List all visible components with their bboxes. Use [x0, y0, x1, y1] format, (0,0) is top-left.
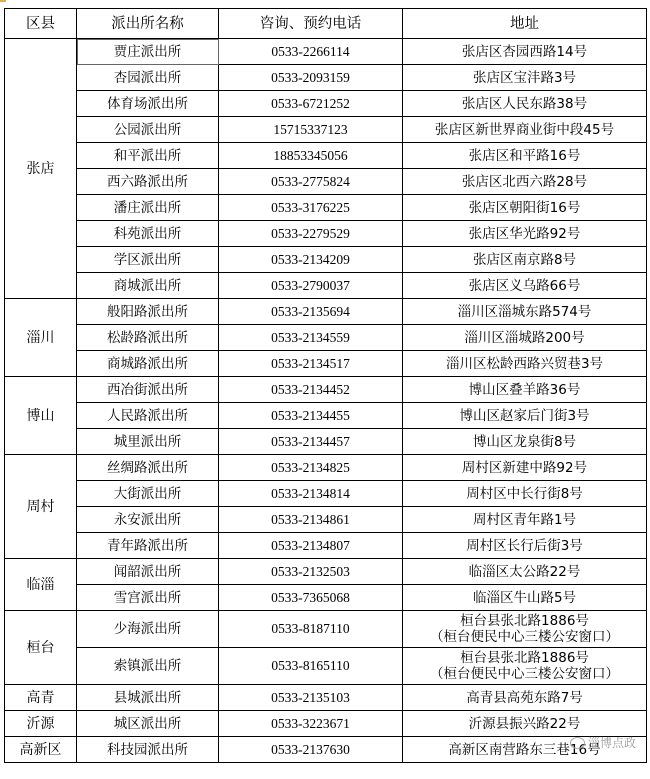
table-row [5, 403, 647, 429]
station-name-cell: 西六路派出所 [77, 169, 219, 195]
wechat-icon [570, 737, 585, 749]
table-row [5, 429, 647, 455]
phone-cell: 0533-2134861 [219, 507, 403, 533]
station-name-cell: 大街派出所 [77, 481, 219, 507]
address-cell [403, 325, 647, 351]
address-cell [403, 169, 647, 195]
address-cell [403, 559, 647, 585]
address-cell [403, 273, 647, 299]
station-name-cell: 般阳路派出所 [77, 299, 219, 325]
phone-cell: 0533-3176225 [219, 195, 403, 221]
address-cell [403, 143, 647, 169]
phone-cell: 0533-2135103 [219, 685, 403, 711]
address-line: 高青县高苑东路7号 [466, 689, 583, 706]
address-line: 周村区新建中路92号 [461, 459, 588, 476]
address-line: 张店区华光路92号 [468, 225, 581, 242]
phone-cell: 0533-2279529 [219, 221, 403, 247]
address-cell [403, 481, 647, 507]
table-row [5, 648, 647, 685]
table-header-row [5, 9, 647, 39]
phone-cell: 0533-2775824 [219, 169, 403, 195]
address-cell [403, 585, 647, 611]
table-row [5, 351, 647, 377]
table-row [5, 455, 647, 481]
address-cell [403, 611, 647, 648]
district-cell: 桓台 [5, 611, 77, 685]
address-line: 沂源县振兴路22号 [468, 715, 581, 732]
address-cell [403, 685, 647, 711]
station-name-cell: 城区派出所 [77, 711, 219, 737]
table-row [5, 117, 647, 143]
address-line: 淄川区淄城东路574号 [457, 303, 592, 320]
header-address: 地址 [403, 9, 647, 39]
address-line: 临淄区太公路22号 [468, 563, 581, 580]
address-line: 淄川区淄城路200号 [464, 329, 585, 346]
station-name-cell: 少海派出所 [77, 611, 219, 648]
address-line: 博山区龙泉街8号 [472, 433, 577, 450]
station-name-cell: 杏园派出所 [77, 65, 219, 91]
table-row [5, 585, 647, 611]
address-line: 桓台县张北路1886号 [460, 650, 589, 666]
table-row [5, 685, 647, 711]
station-name-cell: 闻韶派出所 [77, 559, 219, 585]
watermark-text: 淄博点政 [587, 736, 636, 750]
address-cell [403, 117, 647, 143]
address-cell [403, 65, 647, 91]
address-cell [403, 711, 647, 737]
station-name-cell: 雪宫派出所 [77, 585, 219, 611]
station-name-cell: 商城路派出所 [77, 351, 219, 377]
phone-cell: 0533-2134457 [219, 429, 403, 455]
district-cell: 临淄 [5, 559, 77, 611]
table-body [5, 39, 647, 763]
address-line: 桓台县张北路1886号 [460, 613, 589, 629]
address-cell [403, 403, 647, 429]
table-row [5, 737, 647, 763]
station-name-cell: 科技园派出所 [77, 737, 219, 763]
address-line: 博山区叠羊路36号 [468, 381, 581, 398]
phone-cell: 0533-2132503 [219, 559, 403, 585]
phone-cell: 0533-2135694 [219, 299, 403, 325]
station-name-cell: 西冶街派出所 [77, 377, 219, 403]
phone-cell: 0533-2134517 [219, 351, 403, 377]
address-cell [403, 533, 647, 559]
phone-cell: 0533-2134455 [219, 403, 403, 429]
address-line: 张店区义乌路66号 [468, 277, 581, 294]
station-name-cell: 索镇派出所 [77, 648, 219, 685]
station-name-cell: 松龄路派出所 [77, 325, 219, 351]
address-line: 高新区南营路东三巷16号 [448, 741, 601, 758]
police-station-table [4, 8, 647, 763]
address-line: 张店区南京路8号 [472, 251, 577, 268]
address-cell [403, 299, 647, 325]
address-line: 临淄区牛山路5号 [472, 589, 577, 606]
station-name-cell: 贾庄派出所 [77, 39, 219, 65]
address-cell [403, 377, 647, 403]
address-line: 张店区人民东路38号 [461, 95, 588, 112]
address-line: （桓台便民中心三楼公安窗口） [430, 666, 619, 682]
station-name-cell: 县城派出所 [77, 685, 219, 711]
address-cell [403, 247, 647, 273]
station-name-cell: 体育场派出所 [77, 91, 219, 117]
table-row [5, 273, 647, 299]
address-line: 张店区宝沣路3号 [472, 69, 577, 86]
address-cell [403, 429, 647, 455]
address-cell [403, 648, 647, 685]
phone-cell: 18853345056 [219, 143, 403, 169]
address-line: 张店区朝阳街16号 [468, 199, 581, 216]
station-name-cell: 丝绸路派出所 [77, 455, 219, 481]
phone-cell: 0533-2093159 [219, 65, 403, 91]
table-row [5, 711, 647, 737]
district-cell: 博山 [5, 377, 77, 455]
address-line: 周村区长行后街3号 [466, 537, 583, 554]
address-cell [403, 91, 647, 117]
phone-cell: 0533-2134559 [219, 325, 403, 351]
address-line: 淄川区松龄西路兴贸巷3号 [445, 355, 604, 372]
address-line: 周村区中长行街8号 [466, 485, 583, 502]
district-cell: 高青 [5, 685, 77, 711]
phone-cell: 0533-8187110 [219, 611, 403, 648]
watermark [570, 734, 636, 751]
header-district: 区县 [5, 9, 77, 39]
station-name-cell: 永安派出所 [77, 507, 219, 533]
table-row [5, 377, 647, 403]
phone-cell: 0533-2134807 [219, 533, 403, 559]
address-line: 周村区青年路1号 [472, 511, 577, 528]
table-row [5, 481, 647, 507]
phone-cell: 0533-8165110 [219, 648, 403, 685]
table-row [5, 247, 647, 273]
table-row [5, 559, 647, 585]
station-name-cell: 商城派出所 [77, 273, 219, 299]
address-cell [403, 455, 647, 481]
address-cell [403, 39, 647, 65]
district-cell: 沂源 [5, 711, 77, 737]
table-row [5, 169, 647, 195]
phone-cell: 0533-2134209 [219, 247, 403, 273]
phone-cell: 0533-2790037 [219, 273, 403, 299]
table-row [5, 143, 647, 169]
station-name-cell: 学区派出所 [77, 247, 219, 273]
address-line: 张店区杏园西路14号 [461, 43, 588, 60]
table-row [5, 39, 647, 65]
address-cell [403, 351, 647, 377]
phone-cell: 0533-6721252 [219, 91, 403, 117]
station-name-cell: 青年路派出所 [77, 533, 219, 559]
phone-cell: 15715337123 [219, 117, 403, 143]
station-name-cell: 潘庄派出所 [77, 195, 219, 221]
address-line: 博山区赵家后门街3号 [459, 407, 590, 424]
table-row [5, 91, 647, 117]
address-cell [403, 221, 647, 247]
table-row [5, 507, 647, 533]
district-cell: 高新区 [5, 737, 77, 763]
address-cell [403, 507, 647, 533]
table-row [5, 533, 647, 559]
table-row [5, 611, 647, 648]
address-line: 张店区和平路16号 [468, 147, 581, 164]
district-cell: 淄川 [5, 299, 77, 377]
address-cell [403, 195, 647, 221]
table-row [5, 195, 647, 221]
station-name-cell: 科苑派出所 [77, 221, 219, 247]
corner-marker [0, 0, 6, 2]
phone-cell: 0533-2266114 [219, 39, 403, 65]
phone-cell: 0533-3223671 [219, 711, 403, 737]
header-station-name: 派出所名称 [77, 9, 219, 39]
district-cell: 周村 [5, 455, 77, 559]
station-name-cell: 人民路派出所 [77, 403, 219, 429]
table-row [5, 221, 647, 247]
table-row [5, 299, 647, 325]
phone-cell: 0533-2137630 [219, 737, 403, 763]
address-line: 张店区北西六路28号 [461, 173, 588, 190]
address-line: （桓台便民中心三楼公安窗口） [430, 629, 619, 645]
district-cell: 张店 [5, 39, 77, 299]
table-row [5, 65, 647, 91]
table-row [5, 325, 647, 351]
station-name-cell: 城里派出所 [77, 429, 219, 455]
header-phone: 咨询、预约电话 [219, 9, 403, 39]
phone-cell: 0533-2134452 [219, 377, 403, 403]
station-name-cell: 和平派出所 [77, 143, 219, 169]
phone-cell: 0533-2134825 [219, 455, 403, 481]
phone-cell: 0533-2134814 [219, 481, 403, 507]
phone-cell: 0533-7365068 [219, 585, 403, 611]
address-line: 张店区新世界商业街中段45号 [434, 121, 615, 138]
station-name-cell: 公园派出所 [77, 117, 219, 143]
